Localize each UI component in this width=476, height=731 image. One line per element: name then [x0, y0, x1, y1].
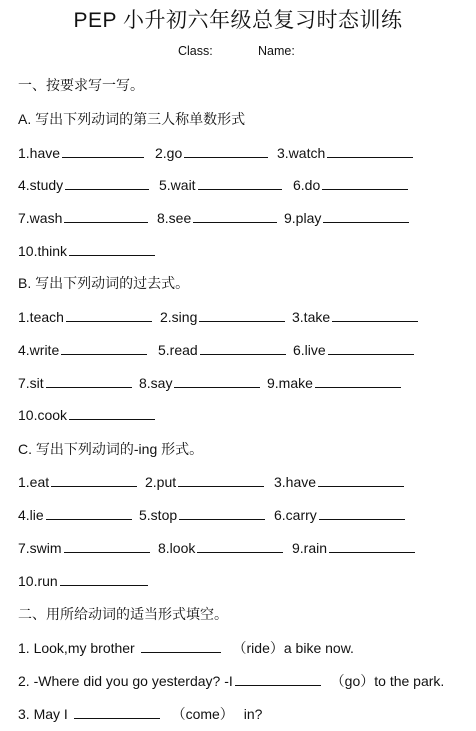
answer-blank[interactable]	[62, 144, 144, 158]
part1-heading: 一、按要求写一写。	[18, 77, 144, 93]
worksheet-title: PEP 小升初六年级总复习时态训练	[73, 9, 403, 32]
sectionA-row-4	[18, 242, 476, 262]
sectionC-row-4	[18, 572, 476, 592]
exercise-item: 6.live	[293, 341, 414, 359]
exercise-item: 5.wait	[159, 176, 282, 194]
answer-blank[interactable]	[66, 308, 152, 322]
answer-blank[interactable]	[328, 341, 414, 355]
answer-blank[interactable]	[327, 144, 413, 158]
answer-blank[interactable]	[197, 539, 283, 553]
exercise-item: 10.think	[18, 242, 155, 260]
sectionC-row-2	[18, 506, 476, 526]
exercise-item: 3.have	[274, 473, 404, 491]
sentence-2: 2. -Where did you go yesterday? -I （go）to the park.	[18, 673, 445, 689]
answer-blank[interactable]	[64, 539, 150, 553]
answer-blank[interactable]	[200, 341, 286, 355]
exercise-item: 5.read	[158, 341, 286, 359]
answer-blank[interactable]	[64, 209, 148, 223]
sectionB-row-3	[18, 374, 476, 394]
answer-blank[interactable]	[65, 176, 149, 190]
sentence-1: 1. Look,my brother （ride）a bike now.	[18, 640, 354, 656]
sectionB-row-1	[18, 308, 476, 328]
exercise-item: 9.play	[284, 209, 409, 227]
exercise-item: 1.eat	[18, 473, 137, 491]
exercise-item: 3.watch	[277, 144, 413, 162]
exercise-item: 9.rain	[292, 539, 415, 557]
answer-blank[interactable]	[323, 209, 409, 223]
exercise-item: 7.swim	[18, 539, 150, 557]
sectionC-row-3	[18, 539, 476, 559]
exercise-item: 6.carry	[274, 506, 405, 524]
answer-blank[interactable]	[178, 473, 264, 487]
answer-blank[interactable]	[174, 374, 260, 388]
sentence-3: 3. May I （come） in?	[18, 706, 263, 722]
answer-blank[interactable]	[315, 374, 401, 388]
sectionA-heading: A. 写出下列动词的第三人称单数形式	[18, 111, 246, 127]
answer-blank[interactable]	[60, 572, 148, 586]
answer-blank[interactable]	[198, 176, 282, 190]
exercise-item: 7.sit	[18, 374, 132, 392]
exercise-item: 7.wash	[18, 209, 148, 227]
answer-blank[interactable]	[69, 406, 155, 420]
exercise-item: 1.teach	[18, 308, 152, 326]
answer-blank[interactable]	[74, 705, 160, 719]
exercise-item: 4.write	[18, 341, 147, 359]
answer-blank[interactable]	[46, 374, 132, 388]
answer-blank[interactable]	[193, 209, 277, 223]
sectionC-heading: C. 写出下列动词的-ing 形式。	[18, 441, 204, 457]
answer-blank[interactable]	[322, 176, 408, 190]
sectionA-row-3	[18, 209, 476, 229]
exercise-item: 2.sing	[160, 308, 285, 326]
sectionB-row-2	[18, 341, 476, 361]
sectionB-heading: B. 写出下列动词的过去式。	[18, 275, 190, 291]
answer-blank[interactable]	[179, 506, 265, 520]
exercise-item: 6.do	[293, 176, 408, 194]
exercise-item: 8.look	[158, 539, 283, 557]
exercise-item: 1.have	[18, 144, 144, 162]
answer-blank[interactable]	[235, 672, 321, 686]
answer-blank[interactable]	[184, 144, 268, 158]
name-label: Name:	[258, 44, 295, 58]
part2-heading: 二、用所给动词的适当形式填空。	[18, 606, 228, 622]
exercise-item: 10.cook	[18, 406, 155, 424]
answer-blank[interactable]	[61, 341, 147, 355]
sectionB-row-4	[18, 406, 476, 426]
exercise-item: 5.stop	[139, 506, 265, 524]
sectionA-row-2	[18, 176, 476, 196]
exercise-item: 4.lie	[18, 506, 132, 524]
exercise-item: 4.study	[18, 176, 149, 194]
answer-blank[interactable]	[199, 308, 285, 322]
exercise-item: 3.take	[292, 308, 418, 326]
answer-blank[interactable]	[51, 473, 137, 487]
exercise-item: 8.see	[157, 209, 277, 227]
answer-blank[interactable]	[332, 308, 418, 322]
exercise-item: 10.run	[18, 572, 148, 590]
exercise-item: 9.make	[267, 374, 401, 392]
answer-blank[interactable]	[69, 242, 155, 256]
answer-blank[interactable]	[319, 506, 405, 520]
exercise-item: 8.say	[139, 374, 260, 392]
exercise-item: 2.put	[145, 473, 264, 491]
sectionA-row-1	[18, 144, 476, 164]
answer-blank[interactable]	[46, 506, 132, 520]
sectionC-row-1	[18, 473, 476, 493]
answer-blank[interactable]	[329, 539, 415, 553]
answer-blank[interactable]	[318, 473, 404, 487]
answer-blank[interactable]	[141, 639, 221, 653]
class-label: Class:	[178, 44, 213, 58]
exercise-item: 2.go	[155, 144, 268, 162]
